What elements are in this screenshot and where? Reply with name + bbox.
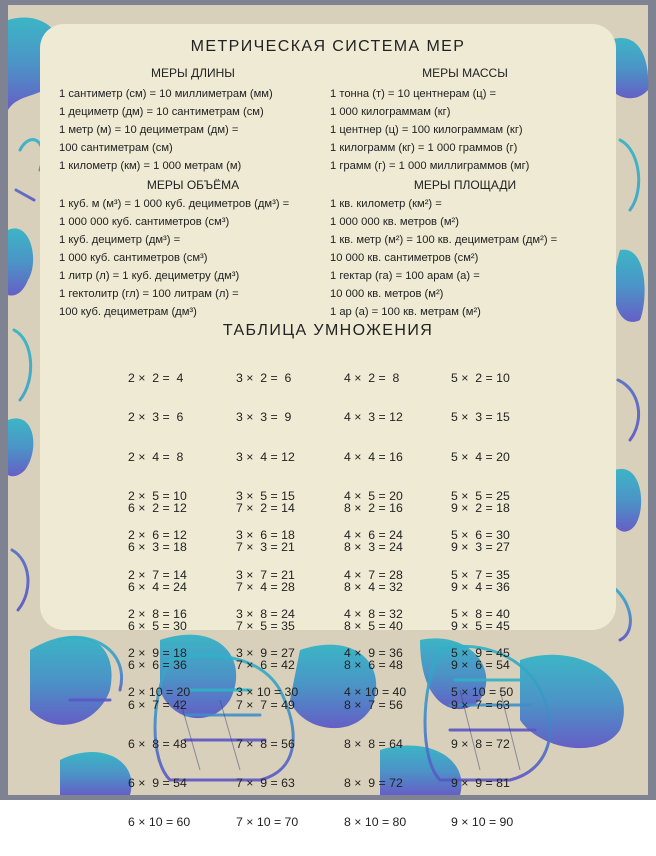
area-line: 1 гектар (га) = 100 арам (а) = <box>330 270 480 282</box>
mult-row: 4 × 6 = 24 <box>344 528 403 543</box>
mult-row: 7 × 9 = 63 <box>236 776 295 791</box>
volume-line: 1 литр (л) = 1 куб. дециметру (дм³) <box>59 270 240 282</box>
mult-row: 7 × 3 = 21 <box>236 540 295 555</box>
mult-row: 3 × 2 = 6 <box>236 371 292 386</box>
mult-row: 8 × 6 = 48 <box>344 658 403 673</box>
mult-row: 6 × 6 = 36 <box>128 658 187 673</box>
mult-row: 4 × 10 = 40 <box>344 685 407 700</box>
mult-row: 3 × 3 = 9 <box>236 410 292 425</box>
mult-row: 6 × 10 = 60 <box>128 815 191 830</box>
mult-row: 5 × 9 = 45 <box>451 646 510 661</box>
mult-row: 4 × 4 = 16 <box>344 449 403 464</box>
volume-line: 1 гектолитр (гл) = 100 литрам (л) = <box>59 288 239 300</box>
volume-line: 1 000 000 куб. сантиметров (см³) <box>59 216 230 228</box>
area-line: 1 ар (а) = 100 кв. метрам (м²) <box>330 306 481 318</box>
mass-line: 1 центнер (ц) = 100 килограммам (кг) <box>330 124 523 136</box>
area-line: 1 кв. километр (км²) = <box>330 198 442 210</box>
length-line: 1 метр (м) = 10 дециметрам (дм) = <box>59 124 239 136</box>
mult-row: 3 × 7 = 21 <box>236 567 295 582</box>
mass-lines <box>330 85 529 175</box>
volume-lines <box>59 195 289 321</box>
mass-line: 1 000 килограммам (кг) <box>330 106 451 118</box>
length-line: 1 километр (км) = 1 000 метрам (м) <box>59 160 242 172</box>
mult-row: 4 × 3 = 12 <box>344 410 403 425</box>
mult-row: 4 × 2 = 8 <box>344 371 400 386</box>
area-line: 10 000 кв. метров (м²) <box>330 288 444 300</box>
mult-row: 7 × 2 = 14 <box>236 501 295 516</box>
mult-row: 3 × 4 = 12 <box>236 449 295 464</box>
mult-row: 5 × 7 = 35 <box>451 567 510 582</box>
mult-row: 6 × 8 = 48 <box>128 736 187 751</box>
length-line: 100 сантиметрам (см) <box>59 142 173 154</box>
mult-row: 7 × 10 = 70 <box>236 815 299 830</box>
volume-line: 100 куб. дециметрам (дм³) <box>59 306 197 318</box>
mult-row: 9 × 3 = 27 <box>451 540 510 555</box>
mass-line: 1 килограмм (кг) = 1 000 граммов (г) <box>330 142 518 154</box>
mult-row: 4 × 7 = 28 <box>344 567 403 582</box>
multiplication-title: ТАБЛИЦА УМНОЖЕНИЯ <box>222 322 434 339</box>
mult-row: 4 × 9 = 36 <box>344 646 403 661</box>
mult-row: 3 × 5 = 15 <box>236 489 295 504</box>
metric-title: МЕТРИЧЕСКАЯ СИСТЕМА МЕР <box>190 38 466 55</box>
mult-row: 2 × 7 = 14 <box>128 567 187 582</box>
mult-row: 9 × 9 = 81 <box>451 776 510 791</box>
volume-line: 1 000 куб. сантиметров (см³) <box>59 252 208 264</box>
mult-row: 6 × 5 = 30 <box>128 619 187 634</box>
mass-title: МЕРЫ МАССЫ <box>422 66 508 80</box>
mult-row: 5 × 4 = 20 <box>451 449 510 464</box>
mult-row: 2 × 2 = 4 <box>128 371 184 386</box>
mass-line: 1 грамм (г) = 1 000 миллиграммов (мг) <box>330 160 530 172</box>
length-lines <box>59 85 273 175</box>
volume-line: 1 куб. м (м³) = 1 000 куб. дециметров (дм³) = <box>59 198 290 210</box>
mult-row: 7 × 7 = 49 <box>236 697 295 712</box>
mult-row: 9 × 2 = 18 <box>451 501 510 516</box>
mult-row: 8 × 9 = 72 <box>344 776 403 791</box>
mult-row: 2 × 3 = 6 <box>128 410 184 425</box>
mult-row: 8 × 2 = 16 <box>344 501 403 516</box>
mult-row: 4 × 8 = 32 <box>344 606 403 621</box>
mult-row: 3 × 8 = 24 <box>236 606 295 621</box>
mult-row: 2 × 6 = 12 <box>128 528 187 543</box>
area-line: 1 000 000 кв. метров (м²) <box>330 216 459 228</box>
mult-row: 5 × 5 = 25 <box>451 489 510 504</box>
mult-row: 6 × 3 = 18 <box>128 540 187 555</box>
mult-row: 8 × 5 = 40 <box>344 619 403 634</box>
length-line: 1 дециметр (дм) = 10 сантиметрам (см) <box>59 106 264 118</box>
mult-row: 9 × 6 = 54 <box>451 658 510 673</box>
mult-row: 2 × 10 = 20 <box>128 685 191 700</box>
area-title: МЕРЫ ПЛОЩАДИ <box>413 178 517 192</box>
mult-block-7 <box>236 476 298 856</box>
volume-line: 1 куб. дециметр (дм³) = <box>59 234 181 246</box>
length-line: 1 сантиметр (см) = 10 миллиметрам (мм) <box>59 88 273 100</box>
area-line: 10 000 кв. сантиметров (см²) <box>330 252 479 264</box>
mult-row: 7 × 6 = 42 <box>236 658 295 673</box>
mult-row: 8 × 3 = 24 <box>344 540 403 555</box>
mass-line: 1 тонна (т) = 10 центнерам (ц) = <box>330 88 497 100</box>
mult-row: 6 × 2 = 12 <box>128 501 187 516</box>
mult-row: 9 × 5 = 45 <box>451 619 510 634</box>
mult-block-6 <box>128 476 190 856</box>
mult-row: 7 × 8 = 56 <box>236 736 295 751</box>
mult-row: 3 × 10 = 30 <box>236 685 299 700</box>
mult-row: 7 × 4 = 28 <box>236 579 295 594</box>
mult-row: 6 × 7 = 42 <box>128 697 187 712</box>
mult-row: 9 × 7 = 63 <box>451 697 510 712</box>
area-lines <box>330 195 557 321</box>
mult-row: 5 × 3 = 15 <box>451 410 510 425</box>
mult-row: 3 × 6 = 18 <box>236 528 295 543</box>
mult-row: 8 × 8 = 64 <box>344 736 403 751</box>
volume-title: МЕРЫ ОБЪЁМА <box>146 178 240 192</box>
mult-row: 5 × 8 = 40 <box>451 606 510 621</box>
mult-block-8 <box>344 476 406 856</box>
mult-row: 3 × 9 = 27 <box>236 646 295 661</box>
length-title: МЕРЫ ДЛИНЫ <box>151 66 235 80</box>
info-card <box>40 24 616 830</box>
mult-row: 6 × 9 = 54 <box>128 776 187 791</box>
mult-row: 5 × 6 = 30 <box>451 528 510 543</box>
mult-row: 9 × 8 = 72 <box>451 736 510 751</box>
mult-block-9 <box>451 476 513 856</box>
mult-row: 5 × 10 = 50 <box>451 685 514 700</box>
mult-row: 9 × 4 = 36 <box>451 579 510 594</box>
mult-row: 2 × 9 = 18 <box>128 646 187 661</box>
mult-row: 4 × 5 = 20 <box>344 489 403 504</box>
mult-row: 7 × 5 = 35 <box>236 619 295 634</box>
mult-row: 9 × 10 = 90 <box>451 815 514 830</box>
mult-row: 2 × 4 = 8 <box>128 449 184 464</box>
mult-row: 5 × 2 = 10 <box>451 371 510 386</box>
mult-row: 6 × 4 = 24 <box>128 579 187 594</box>
mult-row: 2 × 8 = 16 <box>128 606 187 621</box>
mult-row: 8 × 10 = 80 <box>344 815 407 830</box>
mult-row: 8 × 7 = 56 <box>344 697 403 712</box>
area-line: 1 кв. метр (м²) = 100 кв. дециметрам (дм²) = <box>330 234 558 246</box>
mult-row: 2 × 5 = 10 <box>128 489 187 504</box>
mult-row: 8 × 4 = 32 <box>344 579 403 594</box>
